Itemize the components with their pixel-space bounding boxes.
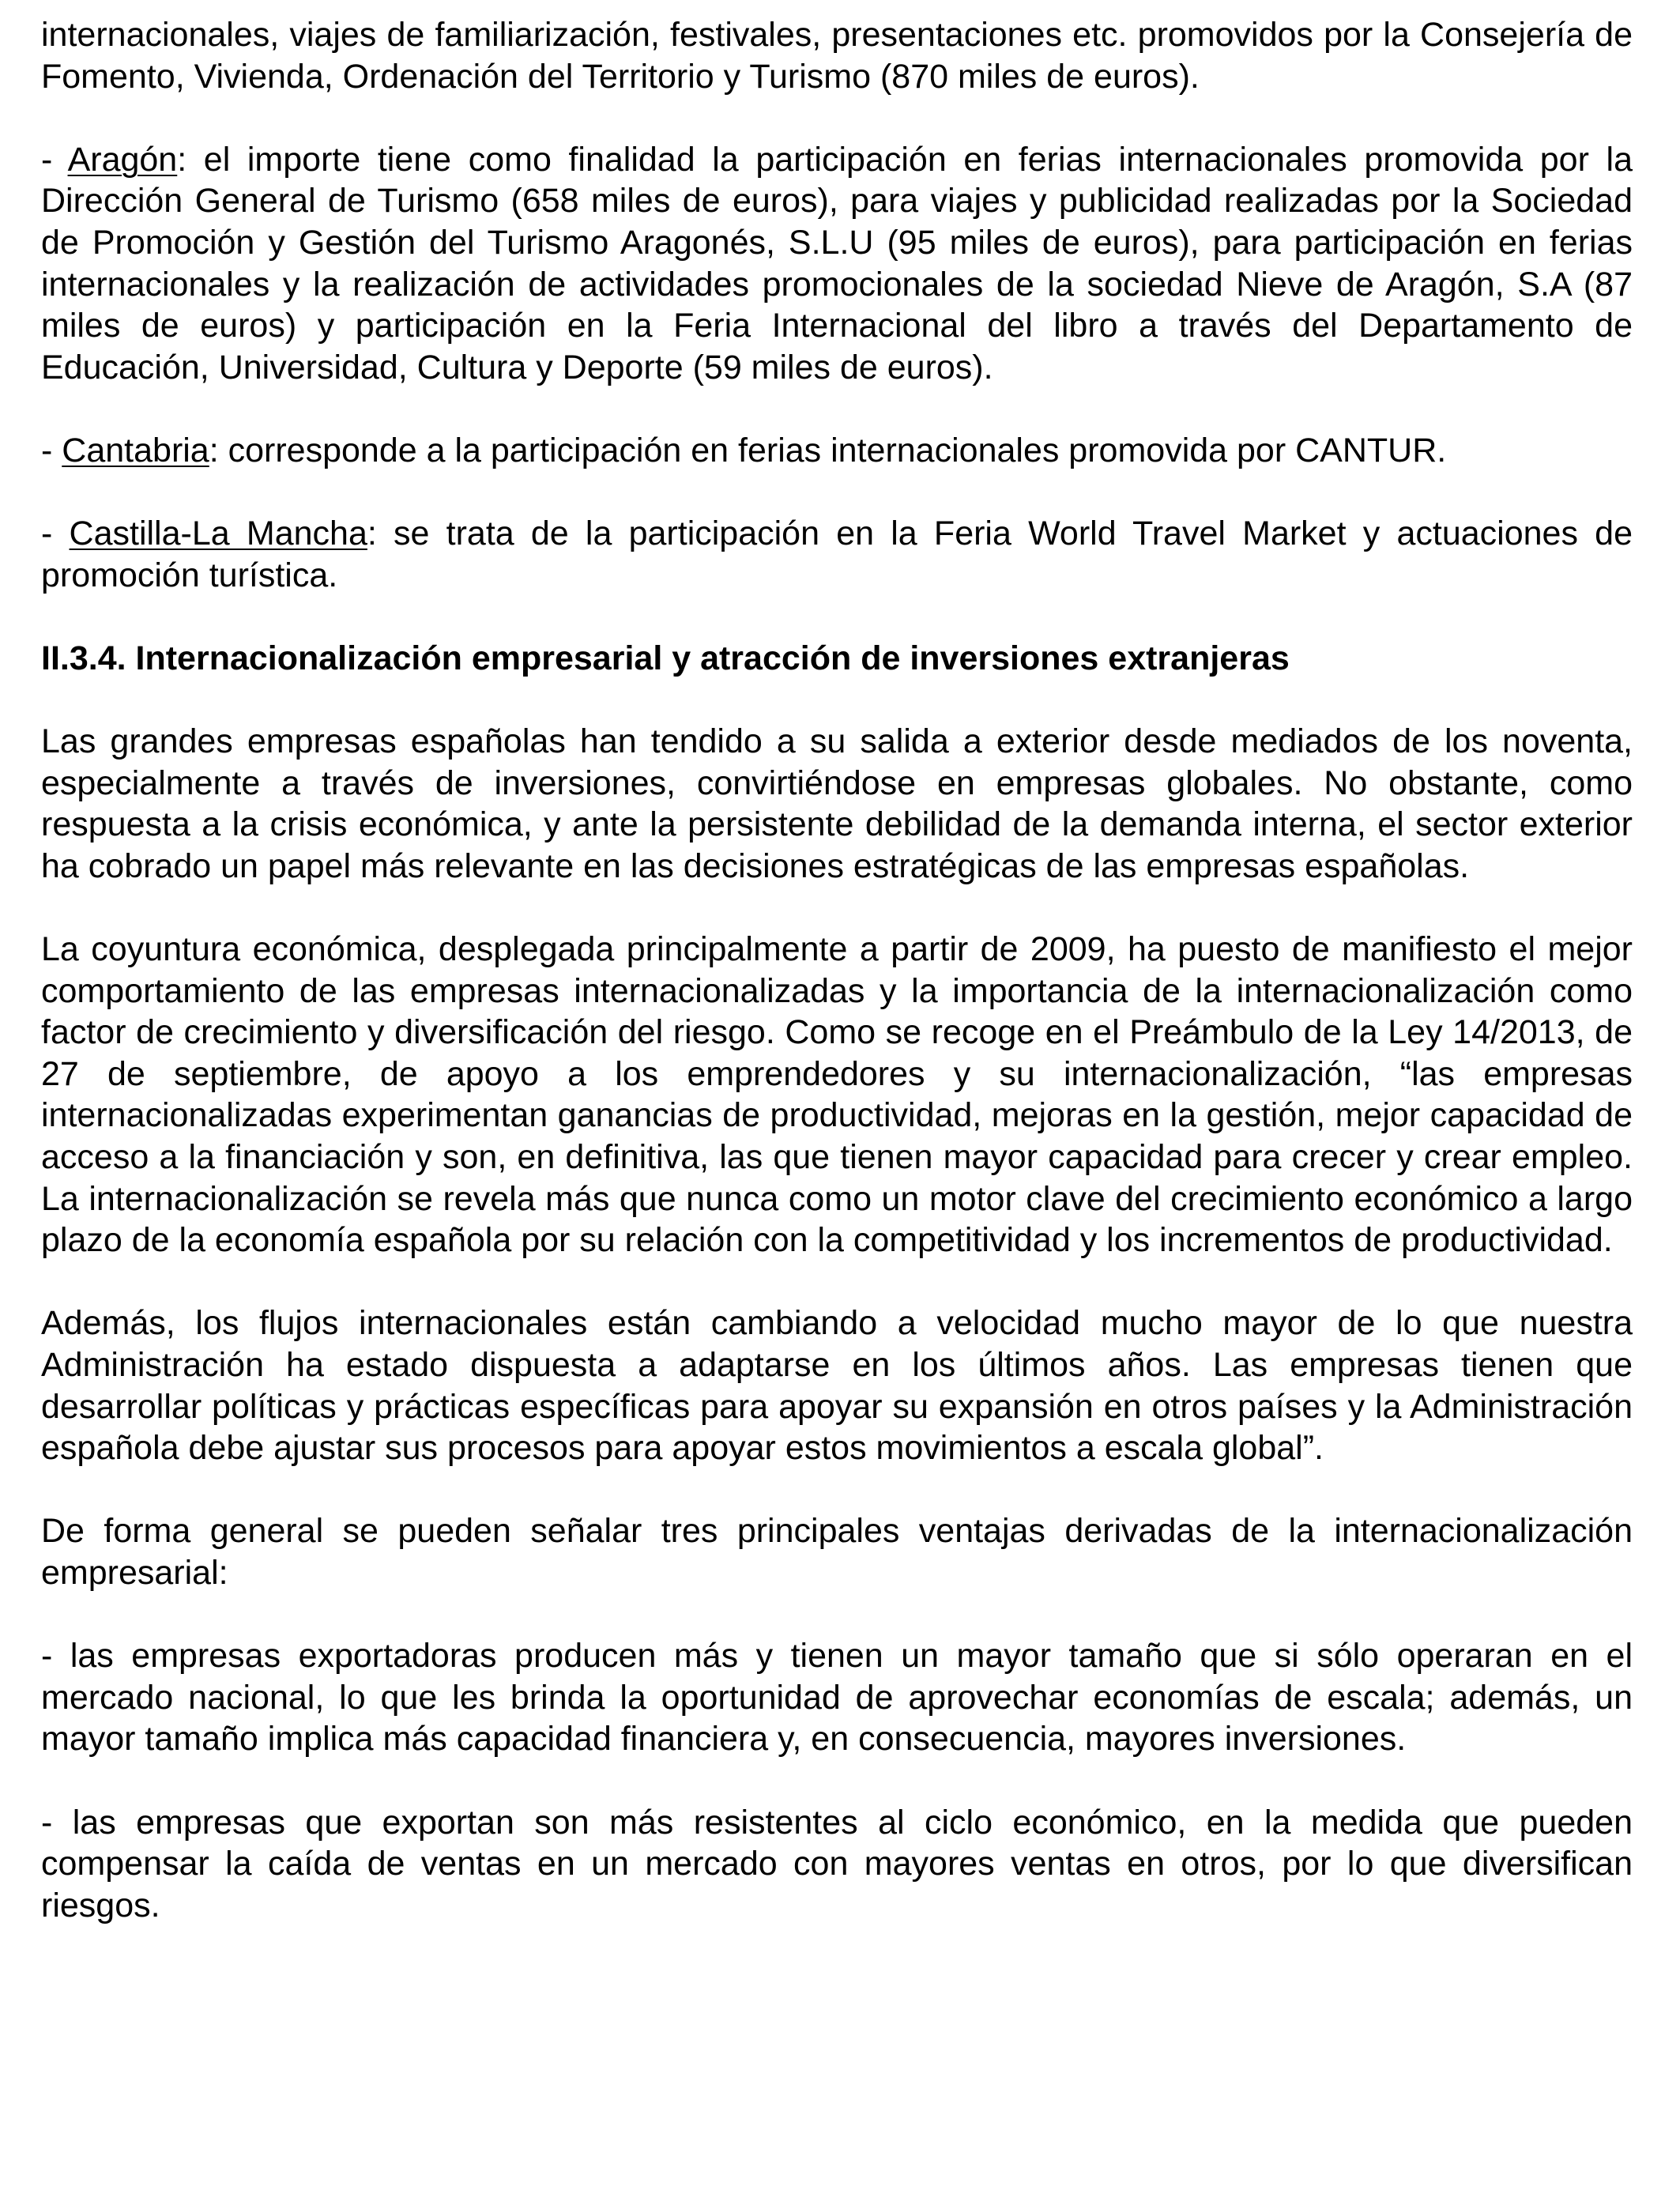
region-name-cantabria: Cantabria	[62, 431, 209, 469]
section-heading: II.3.4. Internacionalización empresarial y atracción de inversiones extranjeras	[41, 639, 1290, 677]
paragraph-ventajas-intro: De forma general se pueden señalar tres principales ventajas derivadas de la internacionalización empresarial:	[41, 1512, 1633, 1592]
paragraph-castilla-la-mancha	[41, 513, 1633, 596]
paragraph-cantabria-text: : corresponde a la participación en ferias internacionales promovida por CANTUR.	[209, 431, 1447, 469]
paragraph-flujos: Además, los flujos internacionales están cambiando a velocidad mucho mayor de lo que nuestra Administración ha estado dispuesta a adaptarse en los últimos años. Las empresas tienen que desarrollar políticas y prácticas específicas para apoyar su expansión en otros países y la Administración española debe ajustar sus procesos para apoyar estos movimientos a escala global”.	[41, 1304, 1633, 1468]
paragraph-castilla-text: : se trata de la participación en la Feria World Travel Market y actuaciones de promoción turística.	[41, 515, 1633, 594]
paragraph-coyuntura: La coyuntura económica, desplegada principalmente a partir de 2009, ha puesto de manifiesto el mejor comportamiento de las empresas internacionalizadas y la importancia de la internacionalización como factor de crecimiento y diversificación del riesgo. Como se recoge en el Preámbulo de la Ley 14/2013, de 27 de septiembre, de apoyo a los emprendedores y su internacionalización, “las empresas internacionalizadas experimentan ganancias de productividad, mejoras en la gestión, mejor capacidad de acceso a la financiación y son, en definitiva, las que tienen mayor capacidad para crecer y crear empleo. La internacionalización se revela más que nunca como un motor clave del crecimiento económico a largo plazo de la economía española por su relación con la competitividad y los incrementos de productividad.	[41, 930, 1633, 1260]
list-item-ventaja-tamano: - las empresas exportadoras producen más y tienen un mayor tamaño que si sólo operaran en el mercado nacional, lo que les brinda la oportunidad de aprovechar economías de escala; además, un mayor tamaño implica más capacidad financiera y, en consecuencia, mayores inversiones.	[41, 1637, 1633, 1759]
paragraph-aragon-text: : el importe tiene como finalidad la participación en ferias internacionales promovida por la Dirección General de Turismo (658 miles de euros), para viajes y publicidad realizadas por la Sociedad de Promoción y Gestión del Turismo Aragonés, S.L.U (95 miles de euros), para participación en ferias internacionales y la realización de actividades promocionales de la sociedad Nieve de Aragón, S.A (87 miles de euros) y participación en la Feria Internacional del libro a través del Departamento de Educación, Universidad, Cultura y Deporte (59 miles de euros).	[41, 140, 1633, 386]
document-page	[41, 14, 1633, 1926]
list-dash: -	[41, 140, 68, 179]
region-name-aragon: Aragón	[67, 140, 178, 179]
paragraph-aragon	[41, 139, 1633, 389]
region-name-castilla-la-mancha: Castilla-La Mancha	[69, 515, 367, 553]
list-dash: -	[41, 431, 62, 469]
paragraph-continuation: internacionales, viajes de familiarización, festivales, presentaciones etc. promovidos por la Consejería de Fomento, Vivienda, Ordenación del Territorio y Turismo (870 miles de euros).	[41, 16, 1633, 96]
paragraph-grandes-empresas: Las grandes empresas españolas han tendido a su salida a exterior desde mediados de los noventa, especialmente a través de inversiones, convirtiéndose en empresas globales. No obstante, como respuesta a la crisis económica, y ante la persistente debilidad de la demanda interna, el sector exterior ha cobrado un papel más relevante en las decisiones estratégicas de las empresas españolas.	[41, 722, 1633, 885]
paragraph-cantabria	[41, 430, 1633, 472]
list-dash: -	[41, 515, 70, 553]
list-item-ventaja-riesgos: - las empresas que exportan son más resistentes al ciclo económico, en la medida que pueden compensar la caída de ventas en un mercado con mayores ventas en otros, por lo que diversifican riesgos.	[41, 1803, 1633, 1924]
